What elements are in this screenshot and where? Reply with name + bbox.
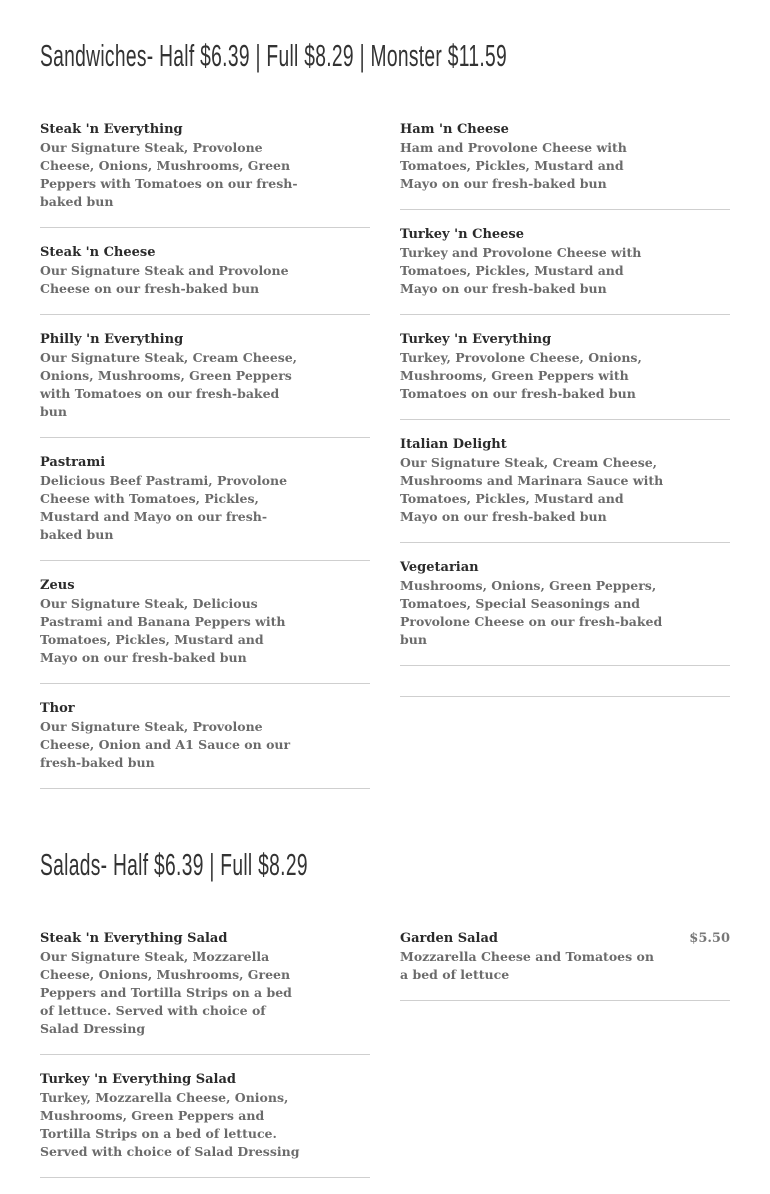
- item-name: Steak 'n Everything: [40, 122, 183, 137]
- menu-item: [40, 577, 370, 684]
- item-description: Our Signature Steak, Cream Cheese, Mushrooms and Marinara Sauce with Tomatoes, Pickles, Mustard and Mayo on our fresh-baked bun: [400, 455, 664, 524]
- menu-item: [400, 226, 730, 315]
- item-name: Zeus: [40, 578, 75, 593]
- sandwiches-left-column: [40, 121, 370, 805]
- item-name: Garden Salad: [400, 931, 498, 946]
- item-description: Turkey, Provolone Cheese, Onions, Mushrooms, Green Peppers with Tomatoes on our fresh-baked bun: [400, 350, 642, 401]
- divider: [400, 682, 730, 697]
- item-description: Turkey, Mozzarella Cheese, Onions, Mushrooms, Green Peppers and Tortilla Strips on a bed of lettuce. Served with choice of Salad Dressing: [40, 1090, 300, 1159]
- menu-item: [400, 331, 730, 420]
- item-name: Vegetarian: [400, 560, 479, 575]
- item-description: Ham and Provolone Cheese with Tomatoes, Pickles, Mustard and Mayo on our fresh-baked bun: [400, 140, 627, 191]
- salads-section-title: Salads- Half $6.39 | Full $8.29: [40, 847, 308, 882]
- item-description: Delicious Beef Pastrami, Provolone Cheese with Tomatoes, Pickles, Mustard and Mayo on our fresh-baked bun: [40, 473, 288, 542]
- item-description: Our Signature Steak, Mozzarella Cheese, Onions, Mushrooms, Green Peppers and Tortilla Strips on a bed of lettuce. Served with choice of Salad Dressing: [40, 949, 292, 1036]
- item-name: Steak 'n Everything Salad: [40, 931, 228, 946]
- item-name: Ham 'n Cheese: [400, 122, 509, 137]
- item-name: Thor: [40, 701, 75, 716]
- item-name: Philly 'n Everything: [40, 332, 184, 347]
- item-name: Steak 'n Cheese: [40, 245, 156, 260]
- item-description: Mozzarella Cheese and Tomatoes on a bed of lettuce: [400, 949, 654, 982]
- menu-item: [40, 331, 370, 438]
- item-description: Our Signature Steak, Cream Cheese, Onions, Mushrooms, Green Peppers with Tomatoes on our fresh-baked bun: [40, 350, 298, 419]
- item-price: $5.50: [689, 931, 730, 946]
- menu-item: [40, 700, 370, 789]
- menu-item: [40, 121, 370, 228]
- salads-right-column: [400, 930, 730, 1017]
- item-description: Our Signature Steak, Delicious Pastrami and Banana Peppers with Tomatoes, Pickles, Mustard and Mayo on our fresh-baked bun: [40, 596, 286, 665]
- item-description: Our Signature Steak, Provolone Cheese, Onion and A1 Sauce on our fresh-baked bun: [40, 719, 291, 770]
- menu-item: [400, 436, 730, 543]
- item-description: Turkey and Provolone Cheese with Tomatoes, Pickles, Mustard and Mayo on our fresh-baked bun: [400, 245, 642, 296]
- menu-item: [40, 930, 370, 1055]
- sandwiches-section-title: Sandwiches- Half $6.39 | Full $8.29 | Monster $11.59: [40, 38, 507, 73]
- item-name: Pastrami: [40, 455, 106, 470]
- item-name: Turkey 'n Everything Salad: [40, 1072, 236, 1087]
- salads-left-column: [40, 930, 370, 1194]
- item-name: Turkey 'n Cheese: [400, 227, 525, 242]
- menu-item: [400, 930, 730, 1001]
- menu-item: [400, 559, 730, 666]
- item-description: Our Signature Steak, Provolone Cheese, Onions, Mushrooms, Green Peppers with Tomatoes on our fresh-baked bun: [40, 140, 298, 209]
- menu-item: [40, 454, 370, 561]
- sandwiches-right-column: [400, 121, 730, 697]
- item-name: Italian Delight: [400, 437, 507, 452]
- menu-item: [40, 1071, 370, 1178]
- item-name: Turkey 'n Everything: [400, 332, 552, 347]
- menu-item: [40, 244, 370, 315]
- menu-item: [400, 121, 730, 210]
- item-description: Our Signature Steak and Provolone Cheese on our fresh-baked bun: [40, 263, 289, 296]
- item-description: Mushrooms, Onions, Green Peppers, Tomatoes, Special Seasonings and Provolone Cheese on our fresh-baked bun: [400, 578, 663, 647]
